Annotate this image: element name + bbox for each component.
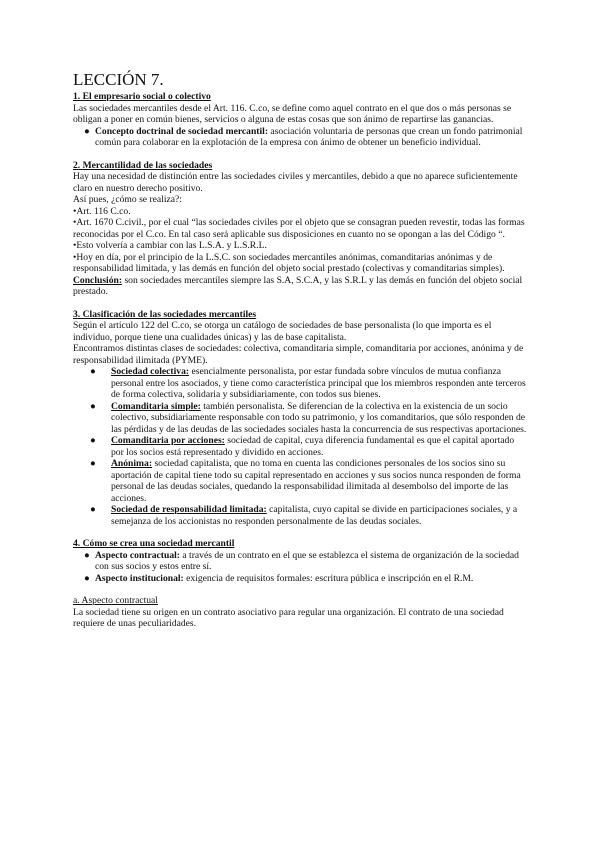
bullet-term: Aspecto institucional: xyxy=(95,572,184,584)
list-item xyxy=(84,435,528,458)
bullet-icon: ● xyxy=(90,504,96,515)
bullet-text: a través de un contrato en el que se establezca el sistema de organización de la sociedad con sus socios y estos entre sí. xyxy=(95,549,519,572)
bullet-icon: ● xyxy=(84,572,90,584)
section-1-list xyxy=(73,126,528,149)
list-item xyxy=(84,458,528,504)
bullet-text: esencialmente personalista, por estar fundada sobre vínculos de mutua confianza personal entre los asociados, y tiene como característica principal que los miembros responden ante terceros de forma colectiva, solidaria y subsidiariamente, con todos sus bienes. xyxy=(111,366,526,400)
bullet-text: también personalista. Se diferencian de la colectiva en la existencia de un socio colectivo, subsidiariamente responsable con todo su patrimonio, y los comanditarios, que sólo responden de las pérdidas y de las deudas de las sociedades sociales hasta la concurrencia de sus respectivas aportaciones. xyxy=(111,400,527,435)
bullet-term: Sociedad colectiva: xyxy=(111,366,190,377)
section-4-heading: 4. Cómo se crea una sociedad mercantil xyxy=(73,538,235,549)
section-3-list xyxy=(73,366,528,527)
bullet-term: Aspecto contractual: xyxy=(95,549,180,561)
bullet-text: sociedad de capital, cuya diferencia fundamental es que el capital aportado por los socios está representado y dividido en acciones. xyxy=(111,435,515,458)
bullet-text: sociedad capitalista, que no toma en cuenta las condiciones personales de los socios sino su aportación de capital tiene todo su capital representado en acciones y sus socios nunca responden de forma personal de las deudas sociales, quedando la responsabilidad ilimitada al desembolso del importe de las acciones. xyxy=(111,458,521,504)
bullet-icon: ● xyxy=(90,458,96,469)
bullet-text: asociación voluntaria de personas que crean un fondo patrimonial común para colaborar en la explotación de la empresa con ánimo de obtener un beneficio individual. xyxy=(95,125,523,148)
section-2-conclusion xyxy=(73,275,528,298)
document-page xyxy=(73,70,528,630)
section-4-paragraph: La sociedad tiene su origen en un contrato asociativo para regular una organización. El contrato de una sociedad requiere de unas peculiaridades. xyxy=(73,606,504,629)
section-2-heading: 2. Mercantilidad de las sociedades xyxy=(73,159,213,171)
bullet-icon: ● xyxy=(90,435,96,446)
lesson-title: LECCIÓN 7. xyxy=(73,70,164,89)
section-2-paragraph-5: •Esto volvería a cambiar con las L.S.A. y L.S.R.L. xyxy=(73,240,267,251)
subsection-heading: a. Aspecto contractual xyxy=(73,595,158,606)
bullet-text: exigencia de requisitos formales: escritura pública e inscripción en el R.M. xyxy=(183,572,474,584)
section-4-list xyxy=(73,550,528,585)
list-item xyxy=(84,366,528,401)
section-1-paragraph: Las sociedades mercantiles desde el Art. 116. C.co, se define como aquel contrato en el que dos o más personas se obligan a poner en común bienes, servicios o alguna de estas cosas que son ánimo de repartirse las ganancias. xyxy=(73,102,512,125)
bullet-term: Comanditaria simple: xyxy=(111,400,201,412)
bullet-icon: ● xyxy=(84,125,90,137)
list-item xyxy=(84,126,528,149)
section-3-paragraph-2: Encontramos distintas clases de sociedades: colectiva, comanditaria simple, comanditaria por acciones, anónima y de responsabilidad ilimitada (PYME). xyxy=(73,343,524,366)
section-3-paragraph-1: Según el artículo 122 del C.co, se otorga un catálogo de sociedades de base personalista (lo que importa es el individuo, porque tiene una cualidades únicas) y las de base capitalista. xyxy=(73,320,492,343)
list-item xyxy=(84,401,528,436)
section-2-paragraph-4: •Art. 1670 C.civil., por el cual “las sociedades civiles por el objeto que se consagran pueden revestir, todas las formas reconocidas por el C.co. En tal caso será aplicable sus disposiciones en cuanto no se opongan a las del Código “. xyxy=(73,217,525,240)
bullet-text: capitalista, cuyo capital se divide en participaciones sociales, y a semejanza de los accionistas no responden personalmente de las deudas sociales. xyxy=(111,504,518,527)
section-2-paragraph-1: Hay una necesidad de distinción entre las sociedades civiles y mercantiles, debido a que no aparece suficientemente claro en nuestro derecho positivo. xyxy=(73,171,518,194)
list-item xyxy=(84,504,528,527)
section-3-heading: 3. Clasificación de las sociedades mercantiles xyxy=(73,308,257,320)
bullet-term: Anónima: xyxy=(111,458,153,469)
list-item xyxy=(84,550,528,573)
bullet-term: Sociedad de responsabilidad limitada: xyxy=(111,504,267,515)
section-2-paragraph-6: •Hoy en día, por el principio de la L.S.C. son sociedades mercantiles anónimas, comanditarias anónimas y de responsabilidad limitada, y las demás en función del objeto social prestado (colectivas y comanditarias simples). xyxy=(73,251,505,274)
section-2-paragraph-2: Así pues, ¿cómo se realiza?: xyxy=(73,194,182,205)
bullet-icon: ● xyxy=(90,366,96,377)
bullet-term: Comanditaria por acciones: xyxy=(111,435,225,446)
conclusion-term: Conclusión: xyxy=(73,274,123,286)
list-item xyxy=(84,573,528,585)
conclusion-text: son sociedades mercantiles siempre las S.A, S.C.A, y las S.R.L y las demás en función del objeto social prestado. xyxy=(73,274,523,297)
section-2-paragraph-3: •Art. 116 C.co. xyxy=(73,205,131,217)
bullet-icon: ● xyxy=(90,400,96,412)
bullet-term: Concepto doctrinal de sociedad mercantil: xyxy=(95,125,269,137)
bullet-icon: ● xyxy=(84,549,90,561)
section-1-heading: 1. El empresario social o colectivo xyxy=(73,91,211,102)
